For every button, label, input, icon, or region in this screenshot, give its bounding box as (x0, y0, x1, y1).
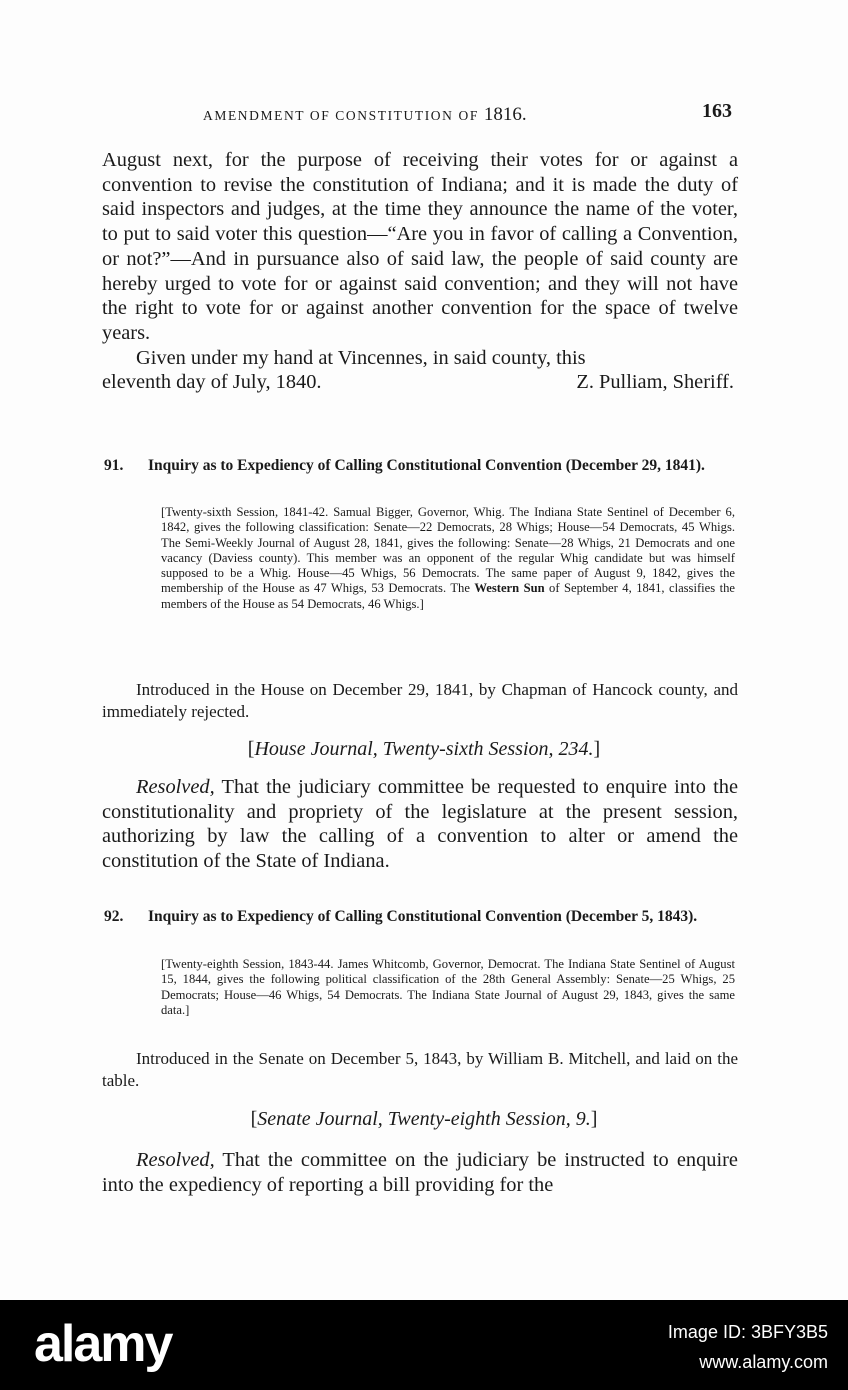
section-92-heading (104, 907, 744, 927)
running-head-title-text: AMENDMENT OF CONSTITUTION OF (203, 108, 484, 123)
section-92-resolved-text: That the committee on the judiciary be instructed to enquire into the expediency of reporting a bill providing for the (102, 1149, 738, 1196)
running-head-title (203, 104, 527, 126)
section-92-resolution (102, 1148, 738, 1197)
site-url: www.alamy.com (699, 1352, 828, 1372)
section-91-citation: [House Journal, Twenty-sixth Session, 234.] (247, 738, 601, 760)
section-91-citation-text: House Journal, Twenty-sixth Session, 234. (254, 738, 594, 760)
image-id-label: Image ID: 3BFY3B5 (667, 1322, 828, 1342)
section-92-note: [Twenty-eighth Session, 1843-44. James Whitcomb, Governor, Democrat. The Indiana State Sentinel of August 15, 1844, gives the following political classification of the 28th General Assembly: Senate—25 Whigs, 25 Democrats; House—46 Whigs, 54 Democrats. The Indiana State Journal of August 29, 1843, gives the same data.] (161, 957, 735, 1017)
given-line: Given under my hand at Vincennes, in said county, this (136, 346, 586, 369)
section-92-title: Inquiry as to Expediency of Calling Constitutional Convention (December 5, 1843). (148, 908, 698, 925)
running-head-year: 1816. (483, 104, 527, 125)
section-91-resolved-word: Resolved, (136, 776, 215, 798)
section-92-number: 92. (104, 908, 124, 925)
proclamation-text: August next, for the purpose of receiving their votes for or against a convention to revise the constitution of Indiana; and it is made the duty of said inspectors and judges, at the time they announce the name of the voter, to put to said voter this question—“Are you in favor of calling a Convention, or not?”—And in pursuance also of said law, the people of said county are hereby urged to vote for or against said convention; and they will not have the right to vote for or against another convention for the space of twelve years. (102, 149, 738, 344)
section-91-note-part1: [Twenty-sixth Session, 1841-42. Samual Bigger, Governor, Whig. The Indiana State Sentinel of December 6, 1842, gives the following classification: Senate—22 Democrats, 28 Whigs; House—54 Democrats, 45 Whigs. The Semi-Weekly Journal of August 28, 1841, gives the following: Senate—28 Whigs, 21 Democrats and one vacancy (Daviess county). This member was an opponent of the regular Whig candidate but was himself supposed to be a Whig. House—45 Whigs, 56 Democrats. The same paper of August 9, 1842, gives the membership of the House as 47 Whigs, 53 Democrats. The (161, 505, 735, 596)
signature: Z. Pulliam, Sheriff. (576, 371, 734, 394)
signoff-line (102, 370, 738, 395)
section-91-intro: Introduced in the House on December 29, 1841, by Chapman of Hancock county, and immediately rejected. (102, 680, 738, 721)
section-92-citation-text: Senate Journal, Twenty-eighth Session, 9. (257, 1108, 591, 1130)
alamy-logo: alamy (34, 1315, 172, 1373)
section-91-resolved-text: That the judiciary committee be requested to enquire into the constitutionality and propriety of the legislature at the present session, authorizing by law the calling of a convention to alter or amend the constitution of the State of Indiana. (102, 776, 738, 873)
section-91-title: Inquiry as to Expediency of Calling Constitutional Convention (December 29, 1841). (148, 457, 705, 474)
section-91-number: 91. (104, 457, 124, 474)
watermark-banner (0, 1300, 848, 1390)
section-92-intro: Introduced in the Senate on December 5, 1843, by William B. Mitchell, and laid on the table. (102, 1049, 738, 1090)
section-92-citation: [Senate Journal, Twenty-eighth Session, 9.] (250, 1108, 598, 1130)
section-91-resolution (102, 775, 738, 874)
section-91-note-newspaper: Western Sun (474, 581, 545, 596)
date-line: eleventh day of July, 1840. (102, 371, 322, 394)
section-92-resolved-word: Resolved, (136, 1149, 215, 1171)
section-91-heading (104, 456, 744, 476)
section-91-note-part2: of September 4, 1841, classifies the members of the House as 54 Democrats, 46 Whigs.] (161, 581, 735, 611)
proclamation-block (102, 148, 738, 395)
running-head (0, 102, 848, 128)
section-91-note (161, 505, 735, 612)
page-number: 163 (702, 100, 732, 122)
